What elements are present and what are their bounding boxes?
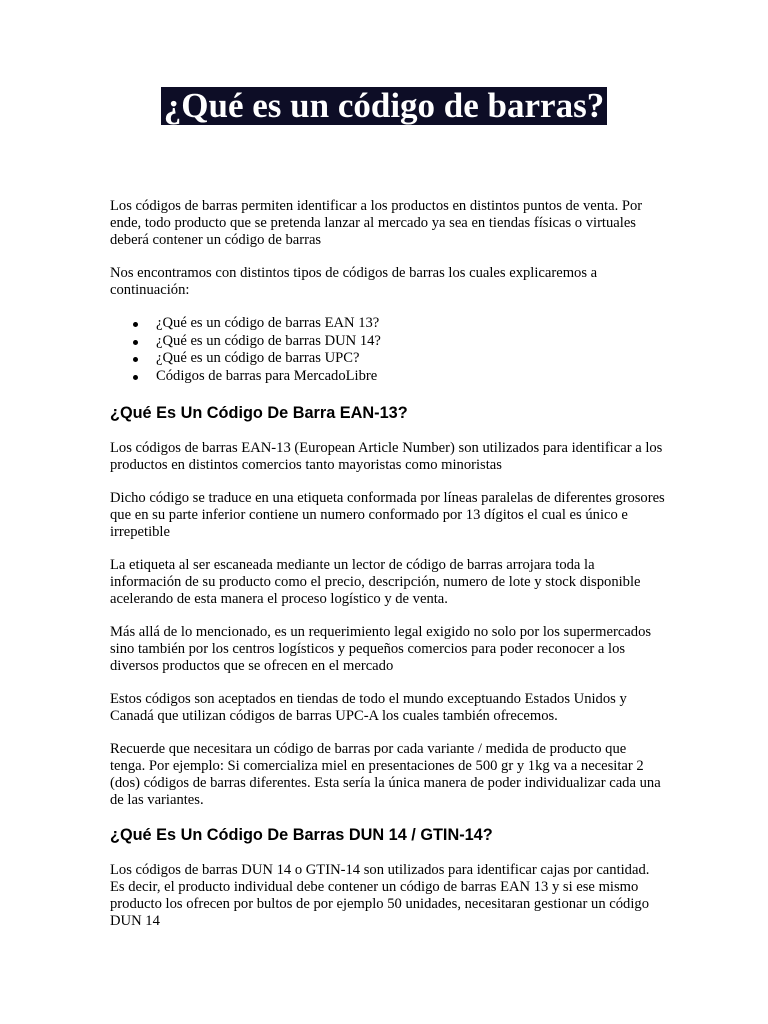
section-heading-dun14: ¿Qué Es Un Código De Barras DUN 14 / GTIN-14?: [110, 826, 493, 844]
section-paragraph: Los códigos de barras DUN 14 o GTIN-14 son utilizados para identificar cajas por cantidad. Es decir, el producto individual debe contener un código de barras EAN 13 y si ese mismo producto los ofrecen por bultos de por ejemplo 50 unidades, necesitaran gestionar un código DUN 14: [110, 862, 650, 929]
section-paragraph: Recuerde que necesitara un código de barras por cada variante / medida de producto que tenga. Por ejemplo: Si comercializa miel en presentaciones de 500 gr y 1kg va a necesitar 2 (dos) códigos de barras diferentes. Esta sería la única manera de poder individualizar cada una de las variantes.: [110, 741, 661, 808]
list-item-text: ¿Qué es un código de barras DUN 14?: [156, 332, 381, 349]
section-paragraph: La etiqueta al ser escaneada mediante un lector de código de barras arrojara toda la información de su producto como el precio, descripción, numero de lote y stock disponible acelerando de esta manera el proceso logístico y de venta.: [110, 557, 641, 607]
list-item: [110, 333, 665, 351]
list-item-text: ¿Qué es un código de barras EAN 13?: [156, 315, 380, 331]
section-paragraph: Estos códigos son aceptados en tiendas de todo el mundo exceptuando Estados Unidos y Canadá que utilizan códigos de barras UPC-A los cuales también ofrecemos.: [110, 691, 627, 724]
bullet-icon: [133, 340, 138, 345]
page-title: ¿Qué es un código de barras?: [161, 87, 607, 125]
section-paragraph: Más allá de lo mencionado, es un requerimiento legal exigido no solo por los supermercados sino también por los centros logísticos y pequeños comercios para poder reconocer a los diversos productos que se ofrecen en el mercado: [110, 624, 652, 674]
list-item: [110, 350, 665, 368]
document-body: [110, 198, 665, 946]
bullet-icon: [133, 322, 138, 327]
intro-paragraph: Los códigos de barras permiten identificar a los productos en distintos puntos de venta. Por ende, todo producto que se pretenda lanzar al mercado ya sea en tiendas físicas o virtuales deberá contener un código de barras: [110, 198, 643, 248]
section-paragraph: Dicho código se traduce en una etiqueta conformada por líneas paralelas de diferentes grosores que en su parte inferior contiene un numero conformado por 13 dígitos el cual es único e irrepetible: [110, 490, 665, 540]
intro-paragraph: Nos encontramos con distintos tipos de códigos de barras los cuales explicaremos a continuación:: [110, 265, 598, 298]
list-item: [110, 368, 665, 386]
list-item-text: Códigos de barras para MercadoLibre: [156, 367, 378, 384]
section-paragraph: Los códigos de barras EAN-13 (European Article Number) son utilizados para identificar a los productos en distintos comercios tanto mayoristas como minoristas: [110, 440, 663, 473]
title-container: [0, 87, 768, 125]
list-item: [110, 315, 665, 333]
list-item-text: ¿Qué es un código de barras UPC?: [156, 350, 360, 366]
bullet-icon: [133, 375, 138, 380]
section-heading-ean13: ¿Qué Es Un Código De Barra EAN-13?: [110, 404, 408, 422]
bullet-icon: [133, 357, 138, 362]
types-list: [110, 315, 665, 385]
